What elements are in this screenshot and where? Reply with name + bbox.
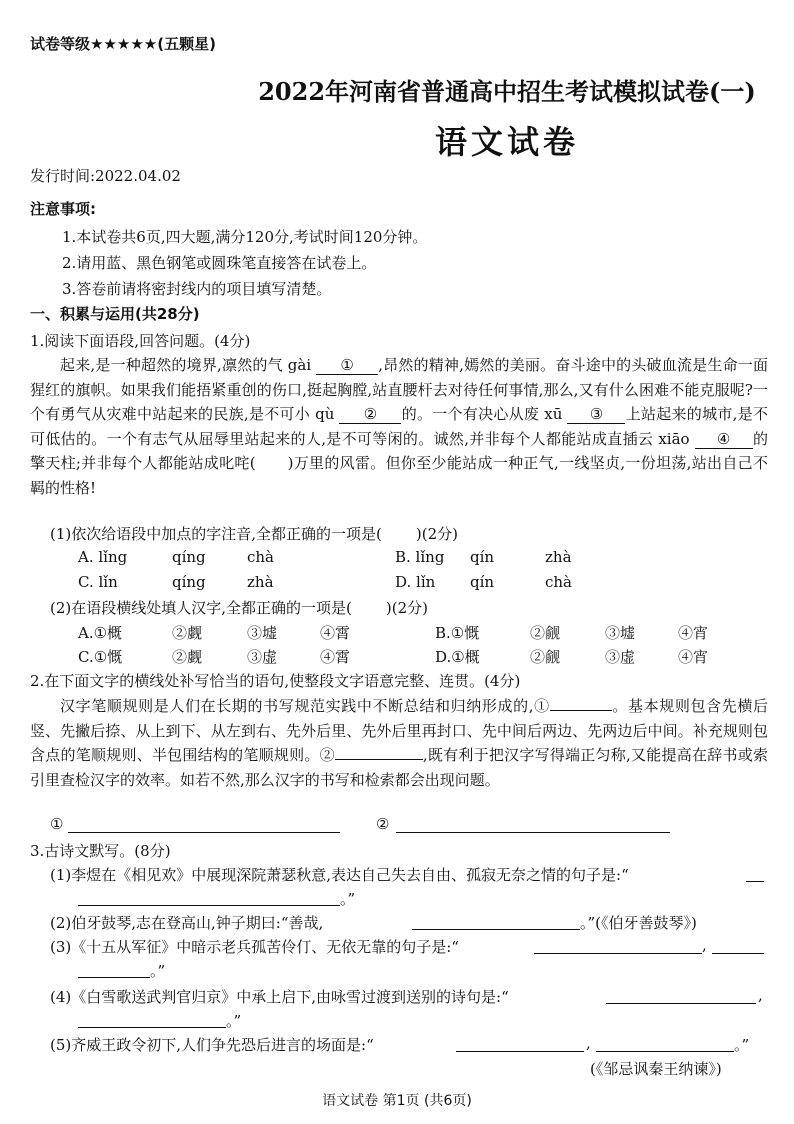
recitation-5-end: 。” bbox=[734, 1036, 750, 1054]
main-title: 2022年河南省普通高中招生考试模拟试卷(一) bbox=[258, 77, 756, 106]
recitation-2-end: 。”(《伯牙善鼓琴》) bbox=[580, 914, 697, 932]
recitation-1: (1)李煜在《相见欢》中展现深院萧瑟秋意,表达自己失去自由、孤寂无奈之情的句子是:“ bbox=[50, 866, 629, 884]
option-text: qín bbox=[470, 548, 495, 566]
question-1-passage bbox=[30, 353, 768, 500]
option-1b[interactable] bbox=[395, 548, 444, 566]
sub-question-text: (2)在语段横线处填人汉字,全都正确的一项是( bbox=[50, 599, 352, 617]
question-3-stem: 3.古诗文默写。(8分) bbox=[30, 842, 171, 860]
option-text: ②觎 bbox=[530, 624, 561, 642]
recitation-2: (2)伯牙鼓琴,志在登高山,钟子期曰:“善哉, bbox=[50, 914, 324, 932]
recitation-3-blank-a[interactable] bbox=[534, 953, 702, 954]
option-2c[interactable]: C.①慨 bbox=[78, 648, 123, 666]
option-1d[interactable] bbox=[395, 573, 435, 591]
passage-text: )万里的风雷。但你至少能站成一种正气,一线坚贞,一份坦荡,站出自己不羁的性格! bbox=[30, 454, 768, 497]
passage-text: 。基本规则包含先横后竖、先撇后捺、从上到下、从左到右、先外后里、先外后里再封口、先中间后两边、先两边后中间。补充规则包含点的笔顺规则、半包围结构的笔顺规则。② bbox=[30, 697, 768, 764]
recitation-2-blank[interactable] bbox=[412, 929, 580, 930]
blank-2[interactable]: ② bbox=[339, 405, 401, 424]
recitation-4-blank-b[interactable] bbox=[78, 1027, 226, 1028]
passage-text: 的。一个有决心从废 xū bbox=[401, 405, 563, 423]
option-text: ②觑 bbox=[172, 648, 203, 666]
option-2d[interactable]: D.①概 bbox=[435, 648, 480, 666]
question-1-sub-2 bbox=[50, 597, 428, 618]
passage-text: 汉字笔顺规则是人们在长期的书写规范实践中不断总结和归纳形成的,① bbox=[60, 697, 550, 715]
option-text: chà bbox=[247, 548, 275, 566]
recitation-5: (5)齐威王政令初下,人们争先恐后进言的场面是:“ bbox=[50, 1036, 374, 1054]
answer-line-2[interactable] bbox=[396, 832, 670, 833]
answer-blank-1[interactable] bbox=[550, 710, 612, 711]
option-text: ④宵 bbox=[678, 624, 709, 642]
option-text: chà bbox=[545, 573, 573, 591]
recitation-3: (3)《十五从军征》中暗示老兵孤苦伶仃、无依无靠的句子是:“ bbox=[50, 938, 459, 956]
option-text: ③墟 bbox=[247, 624, 278, 642]
option-text: ③虚 bbox=[605, 648, 636, 666]
option-1a[interactable] bbox=[78, 548, 127, 566]
option-text: ④霄 bbox=[320, 624, 351, 642]
recitation-1-blank-cont[interactable] bbox=[78, 905, 340, 906]
recitation-3-end: 。” bbox=[150, 962, 166, 980]
notice-item: 2.请用蓝、黑色钢笔或圆珠笔直接答在试卷上。 bbox=[62, 254, 377, 272]
notice-item: 3.答卷前请将密封线内的项目填写清楚。 bbox=[62, 280, 332, 298]
page-footer: 语文试卷 第1页 (共6页) bbox=[322, 1093, 472, 1109]
blank-1[interactable]: ① bbox=[316, 356, 378, 375]
exam-rating: 试卷等级★★★★★(五颗星) bbox=[30, 35, 216, 53]
option-text: D. lǐn bbox=[395, 573, 436, 591]
recitation-4-end: 。” bbox=[226, 1012, 242, 1030]
passage-text: ,昂然的精神,嫣然的美丽。奋斗途中的头破血流是生命一面猩红的旗帜。如果我们能捂紧重创的伤口,挺起胸膛,站直腰杆去对待任何事情,那么,又有什么困难不能克服呢?一个有勇气从灾难中站起来的民族,是不可小 qù bbox=[30, 356, 768, 423]
sub-question-score: )(2分) bbox=[415, 525, 458, 543]
option-text: ③墟 bbox=[605, 624, 636, 642]
question-2-passage bbox=[30, 694, 768, 792]
sub-question-text: (1)依次给语段中加点的字注音,全都正确的一项是( bbox=[50, 525, 382, 543]
option-text: zhà bbox=[545, 548, 572, 566]
blank-3[interactable]: ③ bbox=[567, 405, 625, 424]
option-text: B. lǐng bbox=[395, 548, 445, 566]
passage-text: 起来,是一种超然的境界,凛然的气 gài bbox=[60, 356, 312, 374]
recitation-5-blank-b[interactable] bbox=[596, 1051, 734, 1052]
passage-text: 上站起来的城市,是不可低估的。一个有志气从屈辱里站起来的人,是不可等闲的。诚然,并非每个人都能站成直插云 xiāo bbox=[30, 405, 768, 448]
recitation-5-mid: , bbox=[586, 1034, 591, 1052]
notice-heading: 注意事项: bbox=[30, 200, 96, 218]
notice-item: 1.本试卷共6页,四大题,满分120分,考试时间120分钟。 bbox=[62, 228, 428, 246]
recitation-4: (4)《白雪歌送武判官归京》中承上启下,由咏雪过渡到送别的诗句是:“ bbox=[50, 988, 509, 1006]
recitation-4-blank-a[interactable] bbox=[606, 1003, 756, 1004]
answer-blank-2[interactable] bbox=[335, 759, 423, 760]
option-text: A. lǐng bbox=[78, 548, 128, 566]
answer-label-1: ① bbox=[50, 815, 64, 833]
option-text: ④宵 bbox=[678, 648, 709, 666]
sub-question-score: )(2分) bbox=[385, 599, 428, 617]
option-text: ④霄 bbox=[320, 648, 351, 666]
recitation-5-blank-a[interactable] bbox=[456, 1051, 584, 1052]
section-heading: 一、积累与运用(共28分) bbox=[30, 305, 200, 323]
option-2a[interactable]: A.①概 bbox=[78, 624, 123, 642]
option-text: qíng bbox=[172, 548, 206, 566]
question-1-stem: 1.阅读下面语段,回答问题。(4分) bbox=[30, 332, 251, 350]
recitation-4-mid: , bbox=[758, 986, 763, 1004]
option-text: ③虚 bbox=[247, 648, 278, 666]
recitation-3-blank-b-cont[interactable] bbox=[78, 977, 150, 978]
option-2b[interactable]: B.①慨 bbox=[435, 624, 480, 642]
option-text: zhà bbox=[247, 573, 274, 591]
passage-text: 的擎天柱;并非每个人都能站成叱咤( bbox=[30, 429, 768, 472]
issue-date: 发行时间:2022.04.02 bbox=[30, 167, 181, 185]
blank-4[interactable]: ④ bbox=[695, 430, 753, 449]
sub-title: 语文试卷 bbox=[434, 123, 579, 161]
recitation-5-source: (《邹忌讽秦王纳谏》) bbox=[590, 1060, 722, 1078]
option-text: qín bbox=[470, 573, 495, 591]
option-text: ②觎 bbox=[530, 648, 561, 666]
question-1-sub-1 bbox=[50, 523, 458, 544]
recitation-3-blank-b[interactable] bbox=[712, 953, 764, 954]
recitation-1-blank[interactable] bbox=[746, 881, 764, 882]
option-1c[interactable] bbox=[78, 573, 118, 591]
option-text: qíng bbox=[172, 573, 206, 591]
recitation-3-mid: , bbox=[702, 936, 707, 954]
answer-line-1[interactable] bbox=[68, 832, 340, 833]
option-text: C. lǐn bbox=[78, 573, 118, 591]
answer-label-2: ② bbox=[376, 815, 390, 833]
option-text: ②觑 bbox=[172, 624, 203, 642]
recitation-1-end: 。” bbox=[340, 890, 356, 908]
passage-text: ,既有利于把汉字写得端正匀称,又能提高在辞书或索引里查检汉字的效率。如若不然,那么汉字的书写和检索都会出现问题。 bbox=[30, 746, 768, 789]
question-2-stem: 2.在下面文字的横线处补写恰当的语句,使整段文字语意完整、连贯。(4分) bbox=[30, 672, 521, 690]
